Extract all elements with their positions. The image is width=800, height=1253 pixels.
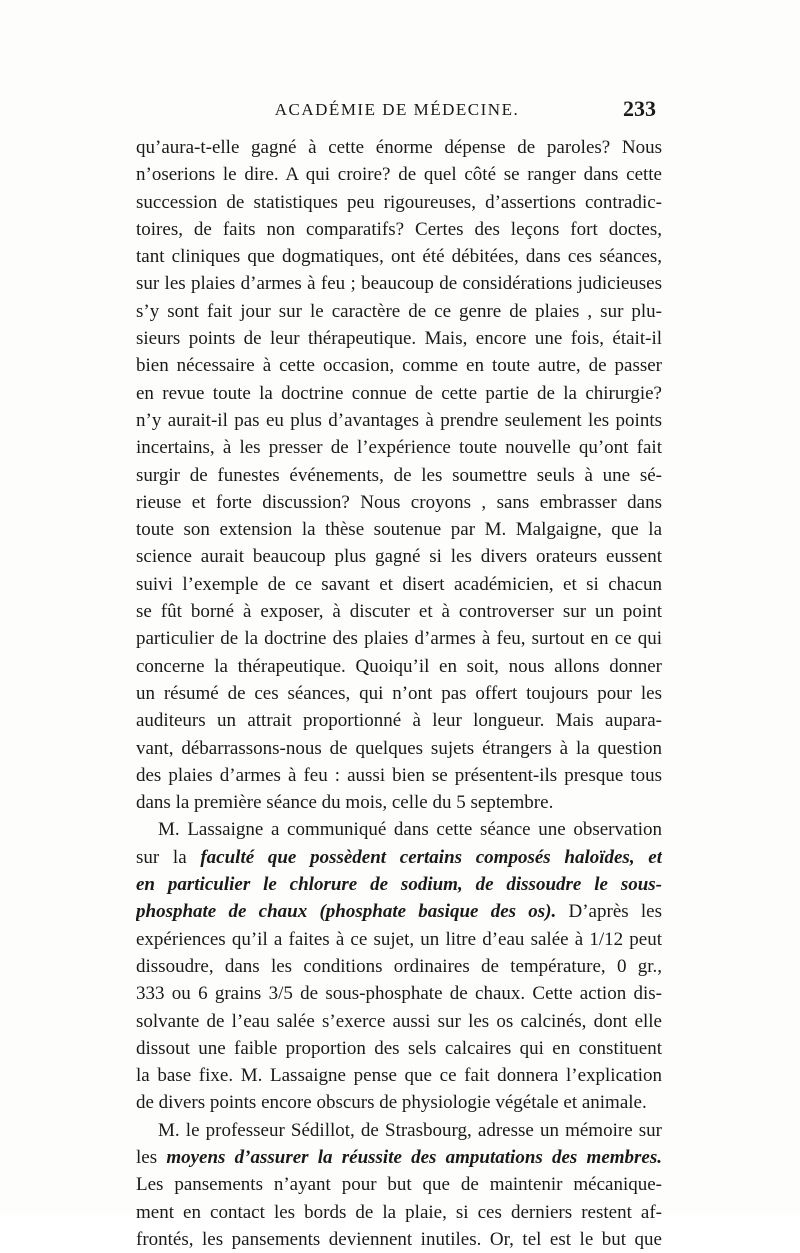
text-line: en particulier le chlorure de sodium, de dissoudre le sous- — [136, 874, 662, 896]
running-title: ACADÉMIE DE MÉDECINE. — [274, 100, 520, 119]
text-line: frontés, les pansements deviennent inutiles. Or, tel est le but que — [136, 1228, 662, 1250]
text-line: s’y sont fait jour sur le caractère de ce genre de plaies , sur plu- — [136, 300, 662, 322]
text-line: incertains, à les presser de l’expérience toute nouvelle qu’ont fait — [136, 437, 662, 459]
text-line: sieurs points de leur thérapeutique. Mais, encore une fois, était-il — [136, 328, 662, 350]
text-line: toires, de faits non comparatifs? Certes des leçons fort doctes, — [136, 218, 662, 240]
text-line: n’y aurait-il pas eu plus d’avantages à prendre seulement les points — [136, 409, 662, 431]
text-line: la base fixe. M. Lassaigne pense que ce fait donnera l’explication — [136, 1065, 662, 1087]
text-line: surgir de funestes événements, de les soumettre seuls à une sé- — [136, 464, 662, 486]
text-line: en revue toute la doctrine connue de cette partie de la chirurgie? — [136, 382, 662, 404]
text-line: ment en contact les bords de la plaie, si ces derniers restent af- — [136, 1201, 662, 1223]
text-line: succession de statistiques peu rigoureuses, d’assertions contradic- — [136, 191, 662, 213]
text-line: phosphate de chaux (phosphate basique des os). D’après les — [136, 901, 662, 923]
text-line: de divers points encore obscurs de physiologie végétale et animale. — [136, 1092, 647, 1114]
text-line: toute son extension la thèse soutenue par M. Malgaigne, que la — [136, 519, 662, 541]
text-line: sur les plaies d’armes à feu ; beaucoup de considérations judicieuses — [136, 273, 662, 295]
text-line: dans la première séance du mois, celle du 5 septembre. — [136, 792, 554, 814]
text-line: science aurait beaucoup plus gagné si les divers orateurs eussent — [136, 546, 662, 568]
text-line: Les pansements n’ayant pour but que de maintenir mécanique- — [136, 1174, 662, 1196]
text-line: bien nécessaire à cette occasion, comme en toute autre, de passer — [136, 355, 662, 377]
text-line: sur la faculté que possèdent certains composés haloïdes, et — [136, 846, 662, 868]
text-line: vant, débarrassons-nous de quelques sujets étrangers à la question — [136, 737, 662, 759]
text-line: particulier de la doctrine des plaies d’armes à feu, surtout en ce qui — [136, 628, 662, 650]
text-line: les moyens d’assurer la réussite des amputations des membres. — [136, 1146, 662, 1168]
text-line: solvante de l’eau salée s’exerce aussi sur les os calcinés, dont elle — [136, 1010, 662, 1032]
page-number: 233 — [623, 96, 656, 121]
text-line: M. le professeur Sédillot, de Strasbourg, adresse un mémoire sur — [158, 1119, 662, 1141]
text-line: n’oserions le dire. A qui croire? de quel côté se ranger dans cette — [136, 164, 662, 186]
text-line: des plaies d’armes à feu : aussi bien se présentent-ils presque tous — [136, 764, 662, 786]
text-line: rieuse et forte discussion? Nous croyons , sans embrasser dans — [136, 491, 662, 513]
text-line: auditeurs un attrait proportionné à leur longueur. Mais auparа- — [136, 710, 662, 732]
text-line: se fût borné à exposer, à discuter et à controverser sur un point — [136, 601, 662, 623]
text-line: suivi l’exemple de ce savant et disert académicien, et si chacun — [136, 573, 662, 595]
page-header — [138, 96, 656, 128]
text-line: qu’aura-t-elle gagné à cette énorme dépense de paroles? Nous — [136, 137, 662, 158]
text-line: M. Lassaigne a communiqué dans cette séance une observation — [158, 819, 662, 841]
text-line: concerne la thérapeutique. Quoiqu’il en soit, nous allons donner — [136, 655, 662, 677]
body-text — [136, 134, 662, 1253]
text-line: dissoudre, dans les conditions ordinaires de température, 0 gr., — [136, 955, 662, 977]
text-line: un résumé de ces séances, qui n’ont pas offert toujours pour les — [136, 682, 662, 704]
text-line: dissout une faible proportion des sels calcaires qui en constituent — [136, 1037, 662, 1059]
text-line: tant cliniques que dogmatiques, ont été débitées, dans ces séances, — [136, 246, 662, 268]
text-line: 333 ou 6 grains 3/5 de sous-phosphate de chaux. Cette action dis- — [136, 983, 662, 1005]
text-line: expériences qu’il a faites à ce sujet, un litre d’eau salée à 1/12 peut — [136, 928, 662, 950]
